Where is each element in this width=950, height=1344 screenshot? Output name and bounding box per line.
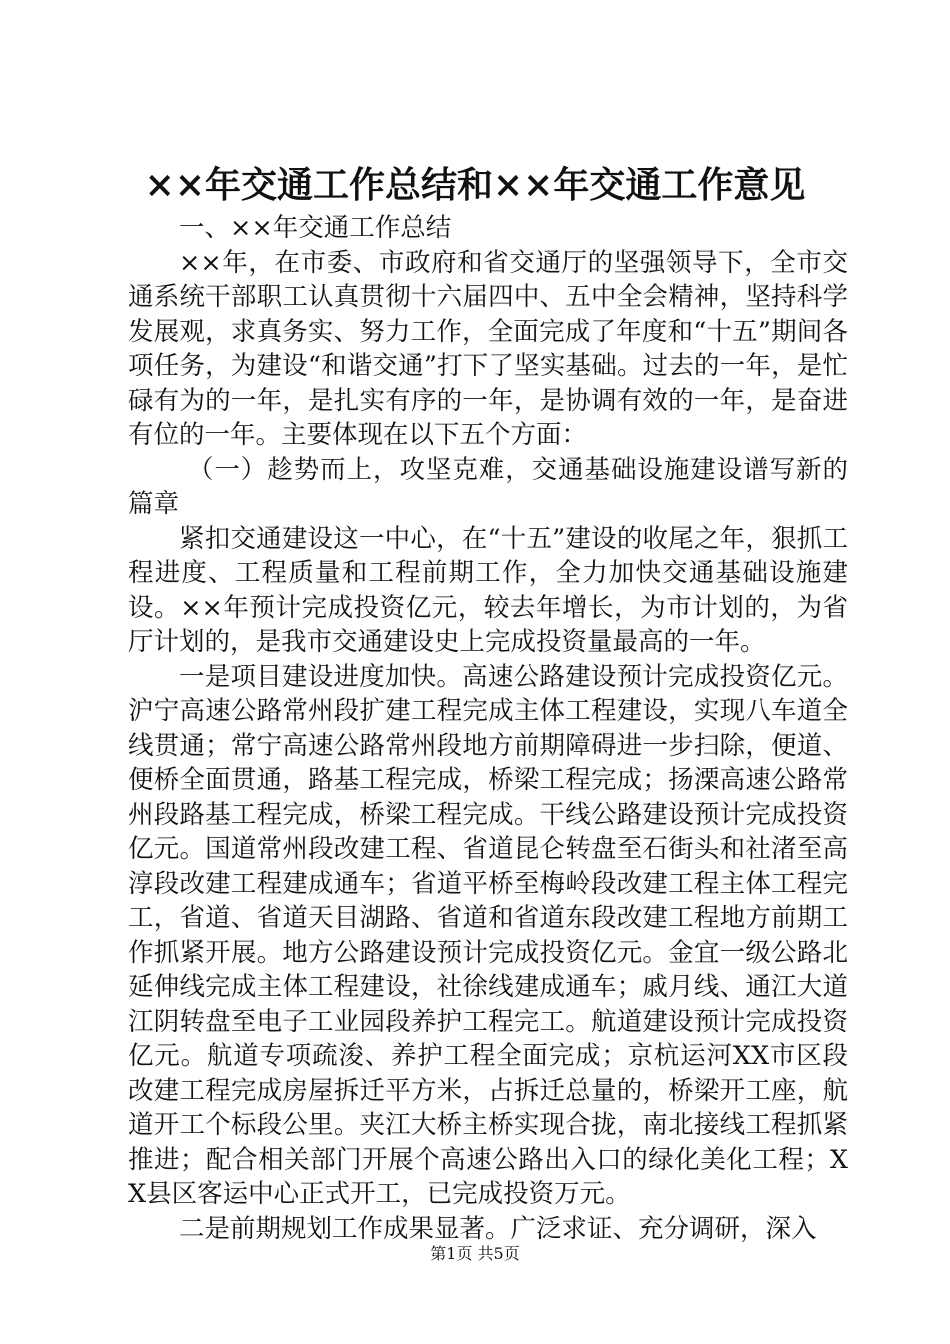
page-number: 第1页 共5页 <box>430 1244 520 1263</box>
section-heading: 一、××年交通工作总结 <box>179 213 452 243</box>
document-title: ××年交通工作总结和××年交通工作意见 <box>144 164 806 206</box>
paragraph: 一是项目建设进度加快。高速公路建设预计完成投资亿元。沪宁高速公路常州段扩建工程完成主体工程建设，实现八车道全线贯通；常宁高速公路常州段地方前期障碍进一步扫除，便道、便桥全面贯通，路基工程完成，桥梁工程完成；扬溧高速公路常州段路基工程完成，桥梁工程完成。干线公路建设预计完成投资亿元。国道常州段改建工程、省道昆仑转盘至石街头和社渚至高淳段改建工程建成通车；省道平桥至梅岭段改建工程主体工程完工，省道、省道天目湖路、省道和省道东段改建工程地方前期工作抓紧开展。地方公路建设预计完成投资亿元。金宜一级公路北延伸线完成主体工程建设，社徐线建成通车；戚月线、通江大道江阴转盘至电子工业园段养护工程完工。航道建设预计完成投资亿元。航道专项疏浚、养护工程全面完成；京杭运河XX市区段改建工程完成房屋拆迁平方米，占拆迁总量的，桥梁开工座，航道开工个标段公里。夹江大桥主桥实现合拢，南北接线工程抓紧推进；配合相关部门开展个高速公路出入口的绿化美化工程；XX县区客运中心正式开工，已完成投资万元。 <box>128 661 848 1209</box>
document-body <box>128 211 848 1246</box>
subsection-heading: （一）趁势而上，攻坚克难，交通基础设施建设谱写新的篇章 <box>128 454 848 519</box>
paragraph: 二是前期规划工作成果显著。广泛求证、充分调研，深入 <box>179 1213 817 1244</box>
paragraph: ××年，在市委、市政府和省交通厅的坚强领导下，全市交通系统干部职工认真贯彻十六届四中、五中全会精神，坚持科学发展观，求真务实、努力工作，全面完成了年度和“十五”期间各项任务，为建设“和谐交通”打下了坚实基础。过去的一年，是忙碌有为的一年，是扎实有序的一年，是协调有效的一年，是奋进有位的一年。主要体现在以下五个方面： <box>128 247 848 450</box>
paragraph: 紧扣交通建设这一中心，在“十五”建设的收尾之年，狠抓工程进度、工程质量和工程前期工作，全力加快交通基础设施建设。××年预计完成投资亿元，较去年增长，为市计划的，为省厅计划的，是我市交通建设史上完成投资量最高的一年。 <box>128 523 848 657</box>
